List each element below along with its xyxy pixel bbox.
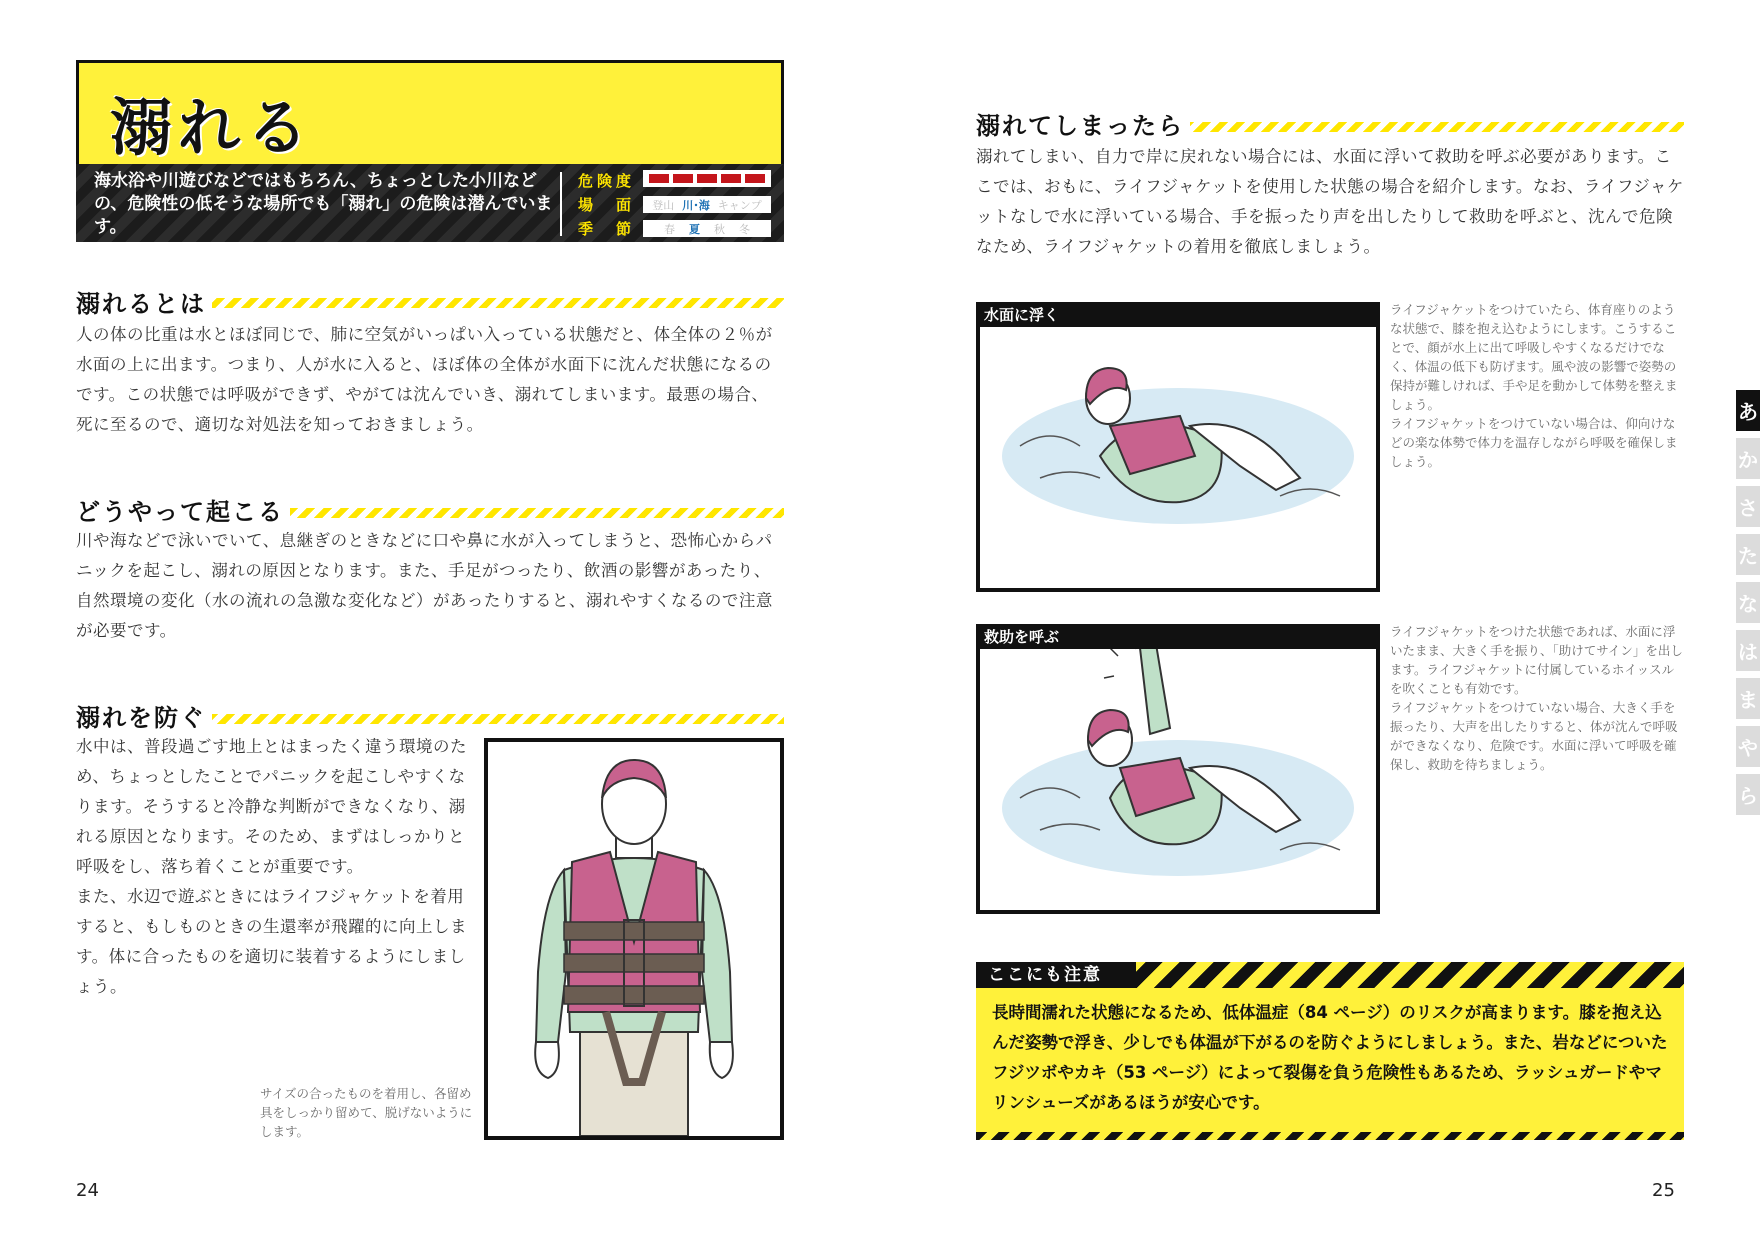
life-jacket-person-drawing [488,742,780,1136]
index-tab-sa[interactable]: さ [1736,486,1760,527]
meta-separator [560,172,562,236]
section-body: 溺れてしまい、自力で岸に戻れない場合には、水面に浮いて救助を呼ぶ必要があります。ここでは、おもに、ライフジャケットを使用した状態の場合を紹介します。なお、ライフジャケットなしで水に浮いている場合、手を振ったり声を出したりして救助を呼ぶと、沈んで危険なため、ライフジャケットの着用を徹底しましょう。 [976,147,1684,256]
index-tab-ha[interactable]: は [1736,630,1760,671]
season-item: 春 [664,222,675,236]
figure-text: ライフジャケットをつけていたら、体育座りのような状態で、膝を抱え込むようにします。こうすることで、顔が水上に出て呼吸しやすくなるだけでなく、体温の低下も防げます。風や波の影響で姿勢の保持が難しければ、手や足を動かして体勢を整えましょう。 ライフジャケットをつけていない場合は、仰向けなどの楽な体勢で体力を温存しながら呼吸を確保しましょう。 [1390,302,1678,469]
season-item-active: 夏 [689,222,700,236]
index-tab-ka[interactable]: か [1736,438,1760,479]
section-body: 川や海などで泳いでいて、息継ぎのときなどに口や鼻に水が入ってしまうと、恐怖心からパニックを起こし、溺れの原因となります。また、手足がつったり、飲酒の影響があったり、自然環境の変化（水の流れの急激な変化など）があったりすると、溺れやすくなるので注意が必要です。 [76,531,773,640]
section-stripe [290,508,784,518]
danger-segment [649,174,669,183]
section-heading: どうやって起こる [76,492,290,527]
index-tab-ya[interactable]: や [1736,726,1760,767]
page-number: 25 [1652,1180,1675,1201]
scene-label: 場 面 [578,196,636,214]
index-tab-ta[interactable]: た [1736,534,1760,575]
signaling-person-drawing [980,628,1376,910]
season-item: 冬 [739,222,750,236]
scene-box [643,196,771,213]
season-item: 秋 [714,222,725,236]
scene-item: キャンプ [717,198,762,212]
figure-label: 水面に浮く [976,302,1380,327]
floating-person-drawing [980,306,1376,588]
page-number: 24 [76,1180,99,1201]
danger-label: 危険度 [578,172,636,190]
season-box [643,220,771,237]
danger-meter [643,170,771,187]
figure-caption: サイズの合ったものを着用し、各留め具をしっかり留めて、脱げないようにします。 [260,1086,473,1139]
scene-item-active: 川･海 [682,198,710,212]
caution-stripe-bottom [976,1132,1684,1140]
section-stripe [210,714,784,724]
signal-illustration [976,624,1380,914]
figure-label: 救助を呼ぶ [976,624,1380,649]
section-body: 人の体の比重は水とほぼ同じで、肺に空気がいっぱい入っている状態だと、体全体の２％が水面の上に出ます。つまり、人が水に入ると、ほぼ体の全体が水面下に沈んだ状態になるのです。この状態では呼吸ができず、やがては沈んでいき、溺れてしまいます。最悪の場合、死に至るので、適切な対処法を知っておきましょう。 [76,325,773,434]
section-stripe [200,298,784,308]
page-title: 溺れる [110,91,315,164]
season-label: 季 節 [578,220,636,238]
float-illustration [976,302,1380,592]
index-tab-a[interactable]: あ [1736,390,1760,431]
danger-segment [697,174,717,183]
section-stripe [1186,122,1684,132]
danger-segment [673,174,693,183]
index-tab-ma[interactable]: ま [1736,678,1760,719]
caution-text: 長時間濡れた状態になるため、低体温症（84 ページ）のリスクが高まります。膝を抱え込んだ姿勢で浮き、少しでも体温が下がるのを防ぐようにしましょう。また、岩などについたフジツボやカキ（53 ページ）によって裂傷を負う危険性もあるため、ラッシュガードやマリンシューズがあるほうが安心です。 [992,1003,1668,1112]
index-tab-na[interactable]: な [1736,582,1760,623]
figure-text: ライフジャケットをつけた状態であれば、水面に浮いたまま、大きく手を振り、「助けてサイン」を出します。ライフジャケットに付属しているホイッスルを吹くことも有効です。 ライフジャケットをつけていない場合、大きく手を振ったり、大声を出したりすると、体が沈んで呼吸ができなくなり、危険です。水面に浮いて呼吸を確保し、救助を待ちましょう。 [1390,624,1683,772]
scene-item: 登山 [652,198,675,212]
title-lead-text: 海水浴や川遊びなどではもちろん、ちょっとした小川などの、危険性の低そうな場所でも「溺れ」の危険は潜んでいます。 [94,171,553,237]
section-heading: 溺れるとは [76,284,212,319]
index-tab-ra[interactable]: ら [1736,774,1760,815]
danger-segment [721,174,741,183]
danger-segment [745,174,765,183]
caution-label: ここにも注意 [976,962,1136,988]
section-heading: 溺れてしまったら [976,106,1190,141]
section-heading: 溺れを防ぐ [76,698,212,733]
section-body: 水中は、普段過ごす地上とはまったく違う環境のため、ちょっとしたことでパニックを起こしやすくなります。そうすると冷静な判断ができなくなり、溺れる原因となります。そのため、まずはしっかりと呼吸をし、落ち着くことが重要です。 また、水辺で遊ぶときにはライフジャケットを着用すると、もしものときの生還率が飛躍的に向上します。体に合ったものを適切に装着するようにしましょう。 [76,737,467,996]
life-jacket-illustration [484,738,784,1140]
